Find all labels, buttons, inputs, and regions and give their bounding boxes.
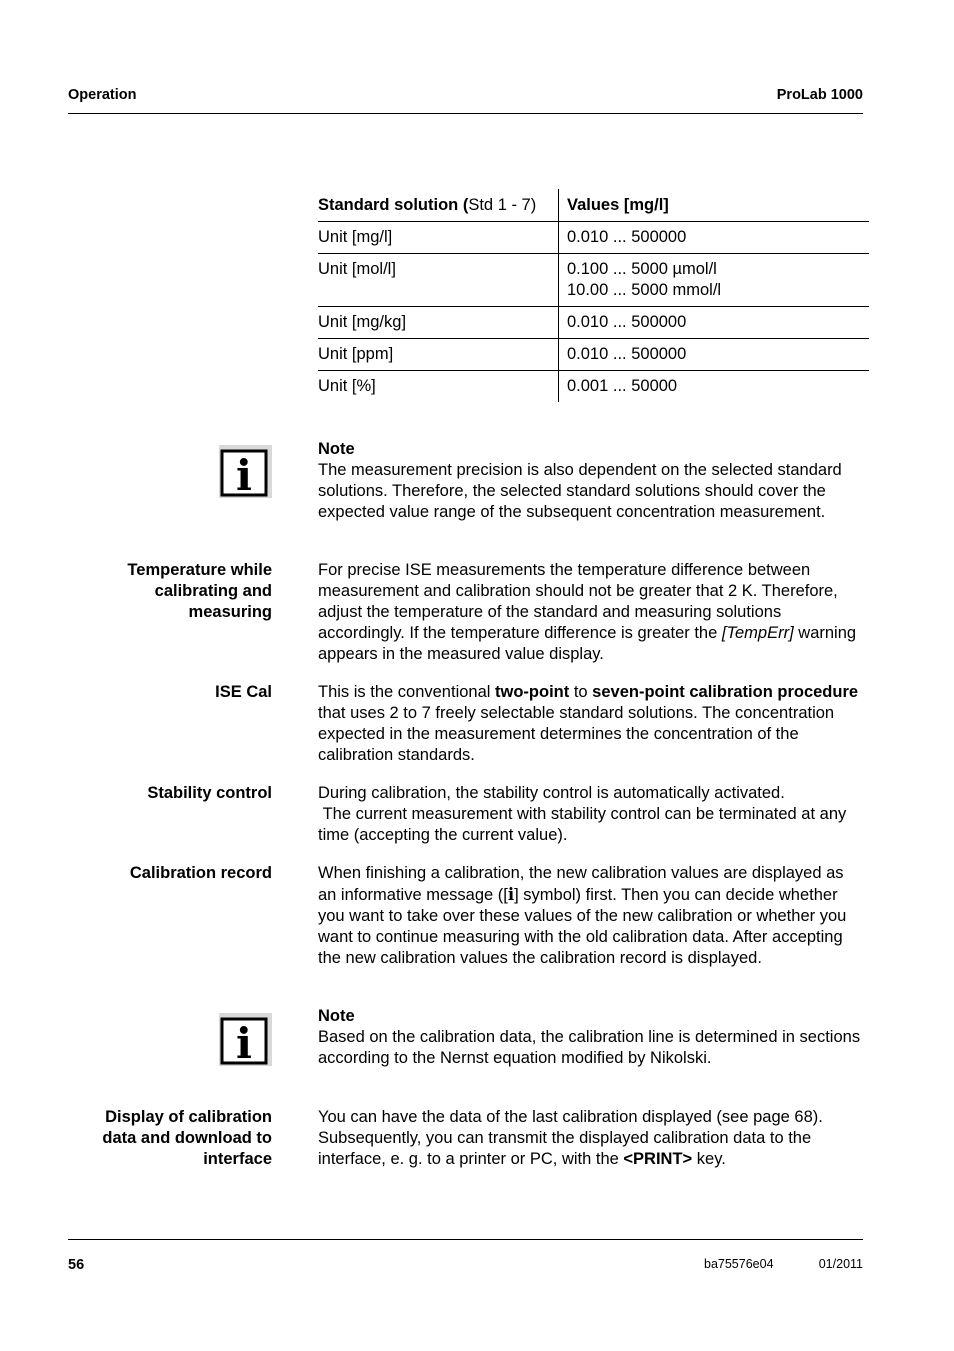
info-icon bbox=[219, 1013, 272, 1066]
table-header-col1: Standard solution (Std 1 - 7) bbox=[318, 189, 559, 222]
table-cell-unit: Unit [mg/kg] bbox=[318, 307, 559, 339]
label-temperature: Temperature while calibrating and measuring bbox=[127, 561, 272, 621]
table-cell-value: 0.010 ... 500000 bbox=[559, 339, 870, 371]
table-row bbox=[318, 307, 869, 339]
table-cell-value: 0.001 ... 50000 bbox=[567, 377, 678, 395]
page-number: 56 bbox=[68, 1257, 85, 1273]
calibration-record-text: When finishing a calibration, the new calibration values are displayed as an informative message ([i] symbol) first. Then you can decide whether you want to take over these values of the new calibration or whether you want to continue measuring with the old calibration data. After accepting the new calibration values the calibration record is displayed. bbox=[318, 864, 847, 967]
note-2 bbox=[318, 1006, 866, 1069]
header-section: Operation bbox=[68, 87, 137, 103]
svg-text:i: i bbox=[236, 451, 252, 498]
note-2-title: Note bbox=[318, 1007, 355, 1025]
table-cell-unit: Unit [ppm] bbox=[318, 339, 559, 371]
ise-cal-text: This is the conventional two-point to seven-point calibration procedure that uses 2 to 7 freely selectable standard solutions. The concentration expected in the measurement determines the concentration of the calibration standards. bbox=[318, 683, 859, 764]
header-product: ProLab 1000 bbox=[776, 87, 863, 103]
note-2-text: Based on the calibration data, the calibration line is determined in sections according to the Nernst equation modified by Nikolski. bbox=[318, 1028, 861, 1067]
table-row bbox=[318, 254, 869, 307]
doc-id: ba75576e04 bbox=[704, 1257, 774, 1271]
label-ise-cal: ISE Cal bbox=[215, 683, 272, 701]
footer-rule bbox=[68, 1239, 863, 1240]
table-cell-unit: Unit [mg/l] bbox=[318, 222, 559, 254]
table-cell-unit: Unit [mol/l] bbox=[318, 254, 559, 307]
display-calibration-text: You can have the data of the last calibration displayed (see page 68). Subsequently, you can transmit the displayed calibration data to the interface, e. g. to a printer or PC, with the <PRINT> key. bbox=[318, 1108, 823, 1168]
table-cell-value: 0.010 ... 500000 bbox=[559, 307, 870, 339]
note-1 bbox=[318, 439, 866, 523]
stability-text: During calibration, the stability control is automatically activated. The current measurement with stability control can be terminated at any time (accepting the current value). bbox=[318, 784, 851, 844]
table-row bbox=[318, 339, 869, 371]
svg-text:i: i bbox=[236, 1019, 252, 1066]
label-stability-control: Stability control bbox=[147, 784, 272, 802]
info-icon bbox=[219, 445, 272, 498]
label-calibration-record: Calibration record bbox=[129, 864, 272, 882]
temperature-text: For precise ISE measurements the temperature difference between measurement and calibration should not be greater that 2 K. Therefore, adjust the temperature of the standard and measuring solutions accordingly. If the temperature difference is greater the [TempErr] warning appears in the measured value display. bbox=[318, 561, 857, 663]
note-1-text: The measurement precision is also dependent on the selected standard solutions. Therefore, the selected standard solutions should cover the expected value range of the subsequent concentration measurement. bbox=[318, 461, 842, 521]
table-row bbox=[318, 371, 869, 403]
header-rule bbox=[68, 113, 863, 114]
table-row bbox=[318, 222, 869, 254]
table-header-row bbox=[318, 189, 869, 222]
label-display-calibration: Display of calibration data and download to interface bbox=[102, 1108, 272, 1168]
table-cell-unit: Unit [%] bbox=[318, 371, 559, 403]
table-cell-value: 0.010 ... 500000 bbox=[559, 222, 870, 254]
note-1-title: Note bbox=[318, 440, 355, 458]
table-cell-value: 0.100 ... 5000 µmol/l 10.00 ... 5000 mmol/l bbox=[559, 254, 870, 307]
table-header-col2: Values [mg/l] bbox=[559, 189, 870, 222]
doc-date: 01/2011 bbox=[818, 1257, 863, 1271]
standard-solution-table bbox=[318, 189, 869, 402]
